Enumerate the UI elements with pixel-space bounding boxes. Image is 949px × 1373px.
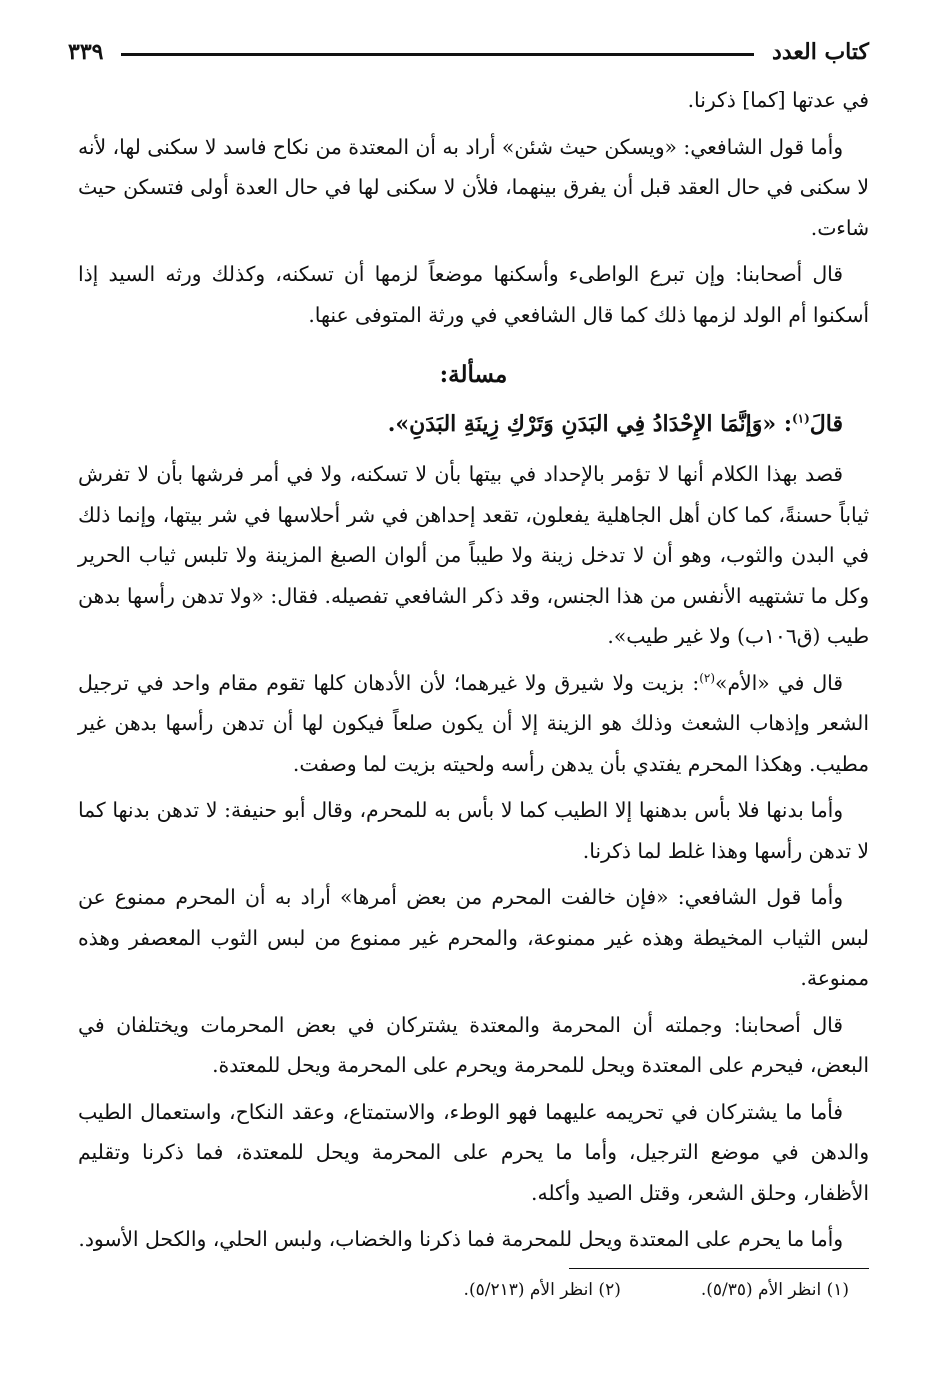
footnote-separator <box>569 1268 869 1269</box>
footnote-2: (٢) انظر الأم (٥/٢١٣). <box>463 1280 621 1300</box>
paragraph-5-rest: : بزيت ولا شيرق ولا غيرهما؛ لأن الأدهان كلها تقوم مقام واحد في ترجيل الشعر وإذهاب الشعث وذلك هو الزينة إلا أن يكون صلعاً فيكون لها أن تدهن رأسها بدهن غير مطيب. وهكذا المحرم يفتدي بأن يدهن رأسه ولحيته بزيت لما وصفت. <box>78 670 869 776</box>
footnotes <box>300 1280 849 1300</box>
footnote-1: (١) انظر الأم (٥/٣٥). <box>700 1280 849 1300</box>
paragraph-10: وأما ما يحرم على المعتدة ويحل للمحرمة فما ذكرنا والخضاب، ولبس الحلي، والكحل الأسود. <box>78 1227 843 1251</box>
page-header <box>68 32 869 72</box>
paragraph-5-lead: قال في «الأم» <box>715 670 843 695</box>
paragraph-4: قصد بهذا الكلام أنها لا تؤمر بالإحداد في بيتها بأن لا تسكنه، ولا في أمر فرشها بأن لا تفرش ثياباً حسنةً، كما كان أهل الجاهلية يفعلون، تقعد إحداهن في شر أحلاسها في شر بيتها، وإنما ذلك في البدن والثوب، وهو أن لا تدخل زينة ولا طيباً من ألوان الصبغ المزينة ولا تلبس ثياب الحرير وكل ما تشتهيه الأنفس من هذا الجنس، وقد ذكر الشافعي تفصيله. فقال: «ولا تدهن رأسها بدهن طيب (ق١٠٦ب) ولا غير طيب». <box>78 462 869 648</box>
paragraph-2: وأما قول الشافعي: «ويسكن حيث شئن» أراد به أن المعتدة من نكاح فاسد لا سكنى لها، لأنه لا سكنى في حال العقد قبل أن يفرق بينهما، فلأن لا سكنى لها في حال العدة أولى فتسكن حيث شاءت. <box>78 134 869 240</box>
header-rule <box>121 53 754 56</box>
paragraph-5 <box>78 663 869 785</box>
page-number: ٣٣٩ <box>68 39 104 65</box>
paragraph-7: وأما قول الشافعي: «فإن خالفت المحرم من بعض أمرها» أراد به أن المحرم ممنوع عن لبس الثياب المخيطة وهذه غير ممنوعة، والمحرم غير ممنوع من لبس الثوب المعصفر وهذه ممنوعة. <box>78 885 869 990</box>
footnote-ref-1: (١) <box>791 411 810 426</box>
page-body <box>78 80 869 1266</box>
section-heading: مسألة: <box>439 361 508 388</box>
book-title: كتاب العدد <box>772 39 869 65</box>
quote-prefix: قالَ <box>809 410 843 437</box>
quote-text: : «وَإنَّمَا الإِحْدَادُ فِي البَدَنِ وَتَرْكِ زِينَةِ البَدَنِ». <box>387 410 792 437</box>
paragraph-1: في عدتها [كما] ذكرنا. <box>687 88 869 112</box>
paragraph-8: قال أصحابنا: وجملته أن المحرمة والمعتدة يشتركان في بعض المحرمات ويختلفان في البعض، فيحرم على المعتدة ويحل للمحرمة ويحرم على المحرمة ويحل للمعتدة. <box>78 1012 869 1077</box>
paragraph-9: فأما ما يشتركان في تحريمه عليهما فهو الوطء، والاستمتاع، وعقد النكاح، واستعمال الطيب والدهن في موضع الترجيل، وأما ما يحرم على المحرمة ويحل للمعتدة، فما ذكرنا وتقليم الأظفار، وحلق الشعر، وقتل الصيد وأكله. <box>78 1099 869 1205</box>
paragraph-3: قال أصحابنا: وإن تبرع الواطىء وأسكنها موضعاً لزمها أن تسكنه، وكذلك ورثه السيد إذا أسكنوا أم الولد لزمها ذلك كما قال الشافعي في ورثة المتوفى عنها. <box>78 262 869 327</box>
footnote-ref-2: (٢) <box>699 670 716 685</box>
quoted-text-line <box>78 404 869 445</box>
paragraph-6: وأما بدنها فلا بأس بدهنها إلا الطيب كما لا بأس به للمحرم، وقال أبو حنيفة: لا تدهن بدنها كما لا تدهن رأسها وهذا غلط لما ذكرنا. <box>78 798 869 863</box>
